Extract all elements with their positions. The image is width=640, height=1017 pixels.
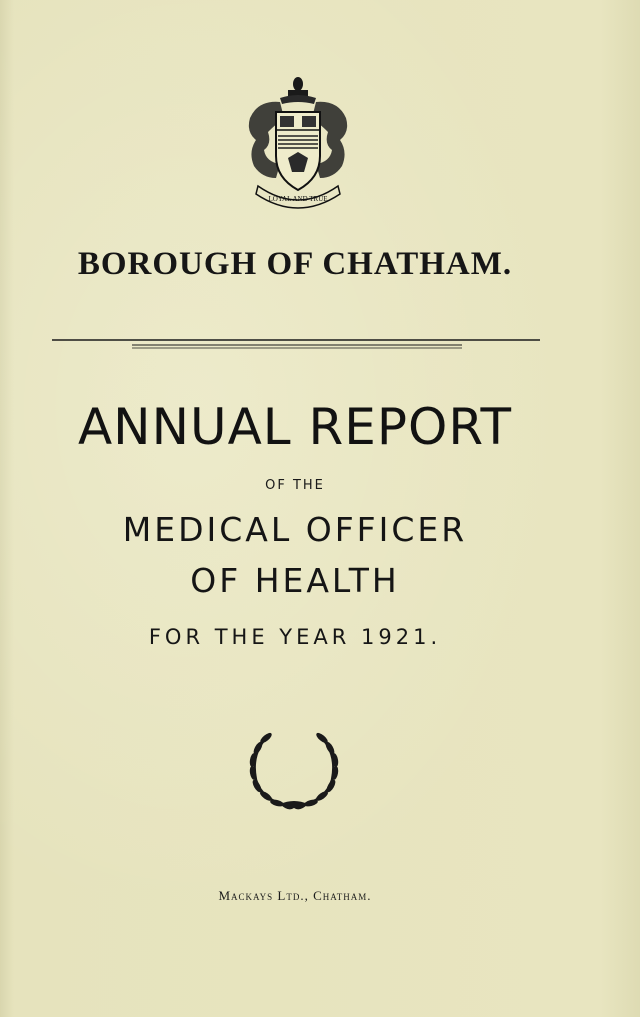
borough-heading: BOROUGH OF CHATHAM.: [77, 246, 513, 282]
report-title: ANNUAL REPORT: [77, 398, 513, 456]
officer-line: MEDICAL OFFICER: [122, 510, 468, 549]
printer-imprint: Mackays Ltd., Chatham.: [218, 888, 372, 903]
laurel-wreath-icon: [244, 728, 344, 814]
motto-text: LOYAL AND TRUE: [268, 195, 328, 203]
borough-coat-of-arms-icon: [240, 74, 356, 214]
year-line: FOR THE YEAR 1921.: [148, 625, 442, 649]
health-line: OF HEALTH: [190, 561, 400, 600]
decorative-rule: [52, 336, 540, 356]
of-the-line: OF THE: [265, 478, 325, 493]
